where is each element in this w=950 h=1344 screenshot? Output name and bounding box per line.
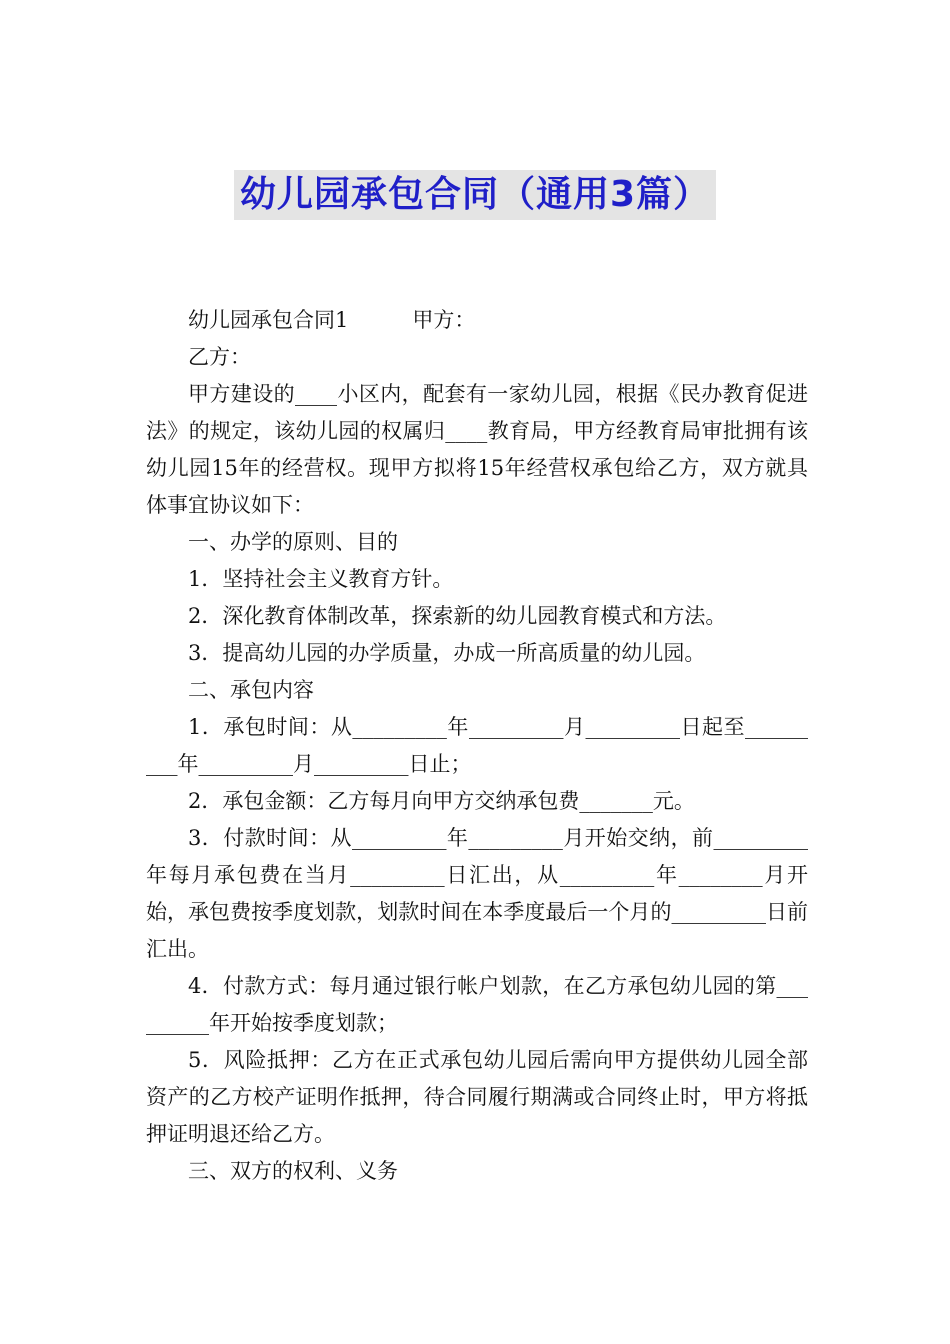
intro-paragraph: 甲方建设的____小区内，配套有一家幼儿园，根据《民办教育促进法》的规定，该幼儿园的权属归____教育局，甲方经教育局审批拥有该幼儿园15年的经营权。现甲方拟将15年经营权承包给乙方，双方就具体事宜协议如下： — [146, 382, 808, 517]
contract-label: 幼儿园承包合同1 — [188, 308, 349, 332]
contract-header-line — [146, 302, 808, 339]
document-title: 幼儿园承包合同（通用3篇） — [234, 170, 716, 220]
list-item: 1．坚持社会主义教育方针。 — [188, 567, 454, 591]
list-item: 5．风险抵押：乙方在正式承包幼儿园后需向甲方提供幼儿园全部资产的乙方校产证明作抵押，待合同履行期满或合同终止时，甲方将抵押证明退还给乙方。 — [146, 1048, 808, 1146]
list-item: 4．付款方式：每月通过银行帐户划款，在乙方承包幼儿园的第_________年开始按季度划款； — [146, 974, 808, 1035]
section-heading-2: 二、承包内容 — [188, 678, 314, 702]
section-heading-1: 一、办学的原则、目的 — [188, 530, 398, 554]
title-wrapper — [0, 170, 950, 220]
document-body — [146, 302, 808, 1190]
party-b-label: 乙方： — [188, 345, 251, 369]
list-item: 2．深化教育体制改革，探索新的幼儿园教育模式和方法。 — [188, 604, 727, 628]
list-item: 1．承包时间：从_________年_________月_________日起至_________年_________月_________日止； — [146, 715, 808, 776]
section-heading-3: 三、双方的权利、义务 — [188, 1159, 398, 1183]
party-a-label: 甲方： — [412, 308, 476, 332]
list-item: 3．提高幼儿园的办学质量，办成一所高质量的幼儿园。 — [188, 641, 706, 665]
list-item: 2．承包金额：乙方每月向甲方交纳承包费_______元。 — [188, 789, 695, 813]
list-item: 3．付款时间：从_________年_________月开始交纳，前_________年每月承包费在当月_________日汇出，从_________年________月开始，承包费按季度划款，划款时间在本季度最后一个月的_________日前汇出。 — [146, 826, 808, 961]
